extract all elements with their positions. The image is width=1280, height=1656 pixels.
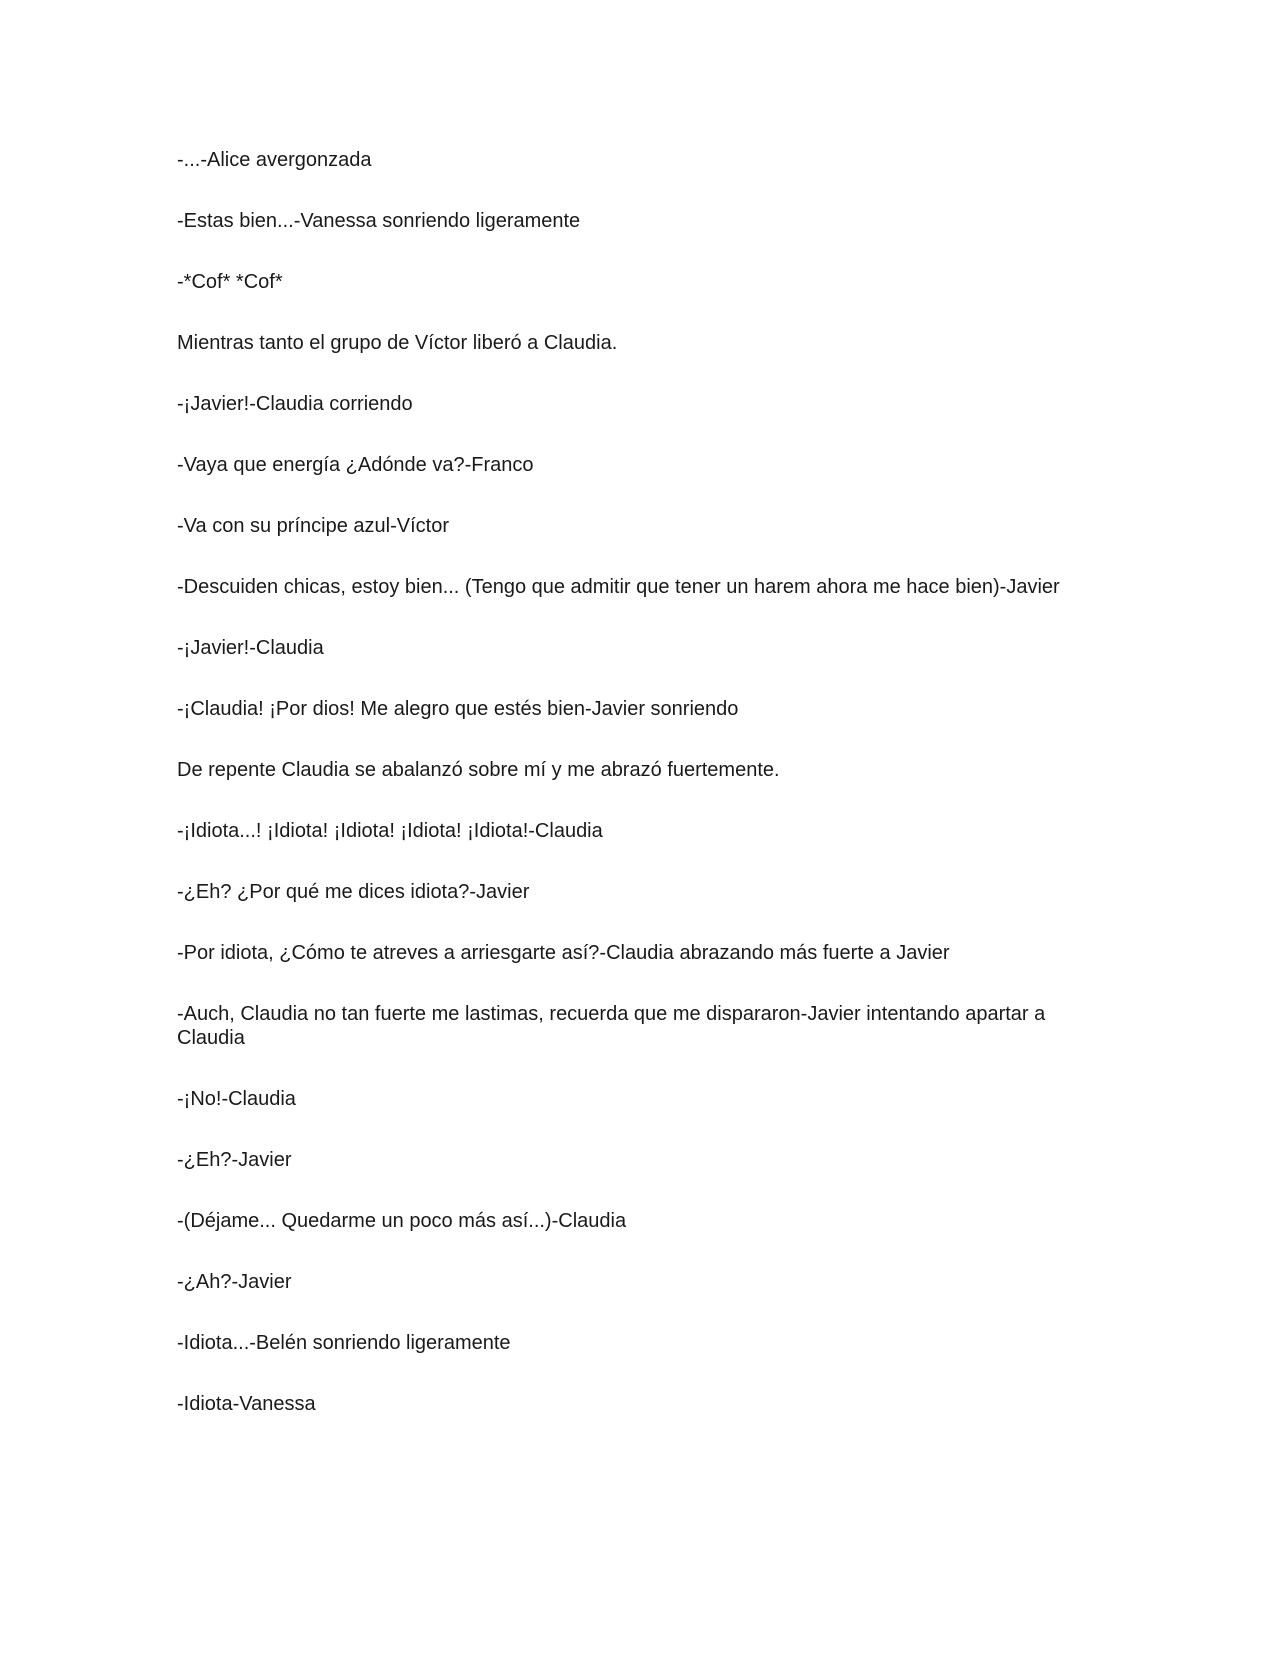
- paragraph: -Idiota-Vanessa: [177, 1393, 316, 1415]
- paragraph: -¡Javier!-Claudia: [177, 637, 324, 659]
- paragraph: -¿Eh?-Javier: [177, 1149, 292, 1171]
- paragraph: -Por idiota, ¿Cómo te atreves a arriesgarte así?-Claudia abrazando más fuerte a Javier: [177, 942, 950, 964]
- paragraph: -¡Javier!-Claudia corriendo: [177, 393, 413, 415]
- paragraph: -¡No!-Claudia: [177, 1088, 296, 1110]
- document-body: [177, 148, 1097, 1453]
- paragraph: De repente Claudia se abalanzó sobre mí y me abrazó fuertemente.: [177, 759, 780, 781]
- paragraph: -¡Claudia! ¡Por dios! Me alegro que estés bien-Javier sonriendo: [177, 698, 739, 720]
- paragraph: -¿Ah?-Javier: [177, 1271, 292, 1293]
- paragraph: -...-Alice avergonzada: [177, 149, 372, 171]
- paragraph: -¡Idiota...! ¡Idiota! ¡Idiota! ¡Idiota! ¡Idiota!-Claudia: [177, 820, 603, 842]
- paragraph: -Idiota...-Belén sonriendo ligeramente: [177, 1332, 511, 1354]
- paragraph: -Va con su príncipe azul-Víctor: [177, 515, 449, 537]
- paragraph: -Auch, Claudia no tan fuerte me lastimas, recuerda que me dispararon-Javier intentando apartar a Claudia: [177, 1003, 1046, 1049]
- paragraph: -Descuiden chicas, estoy bien... (Tengo que admitir que tener un harem ahora me hace bien)-Javier: [177, 576, 1060, 598]
- paragraph: Mientras tanto el grupo de Víctor liberó a Claudia.: [177, 332, 618, 354]
- paragraph: -Estas bien...-Vanessa sonriendo ligeramente: [177, 210, 581, 232]
- paragraph: -Vaya que energía ¿Adónde va?-Franco: [177, 454, 534, 476]
- paragraph: -(Déjame... Quedarme un poco más así...)-Claudia: [177, 1210, 627, 1232]
- paragraph: -*Cof* *Cof*: [177, 271, 283, 293]
- paragraph: -¿Eh? ¿Por qué me dices idiota?-Javier: [177, 881, 530, 903]
